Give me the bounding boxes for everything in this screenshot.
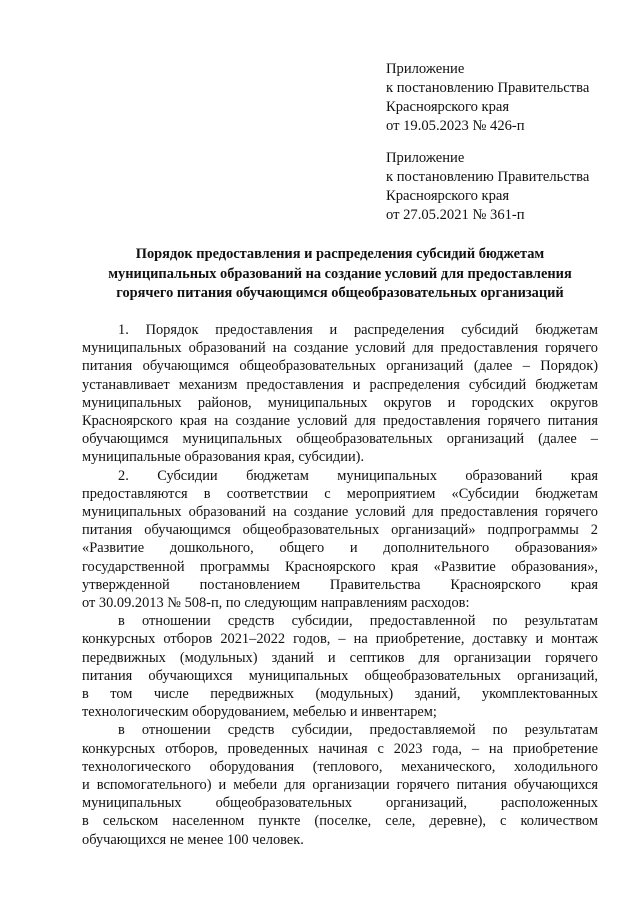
text-line: государственной программы Красноярского края «Развитие образования», xyxy=(82,558,598,575)
appendix-line: Красноярского края xyxy=(386,188,510,204)
document-body xyxy=(82,321,598,849)
text-line: муниципальных районов, муниципальных округов и городских округов xyxy=(82,394,598,411)
text-line: муниципальных общеобразовательных организаций, расположенных xyxy=(82,795,598,812)
text-line: в сельском населенном пункте (поселке, селе, деревне), с количеством xyxy=(82,813,598,830)
text-line: муниципальных образований на создание условий для предоставления горячего xyxy=(82,504,598,521)
text-line: муниципальных образований на создание условий для предоставления горячего xyxy=(82,340,598,357)
text-line: обучающихся не менее 100 человек. xyxy=(82,831,304,848)
text-line: «Развитие дошкольного, общего и дополнительного образования» xyxy=(82,540,598,557)
text-line: питания обучающимся общеобразовательных организаций (далее – Порядок) xyxy=(82,358,598,375)
title-line: муниципальных образований на создание условий для предоставления xyxy=(108,265,572,282)
appendix-header-current xyxy=(386,60,626,136)
paragraph-2 xyxy=(82,467,598,613)
paragraph-3 xyxy=(82,612,598,721)
text-line: конкурсных отборов, проведенных начиная с 2023 года, – на приобретение xyxy=(82,740,598,757)
text-line: технологического оборудования (теплового, механического, холодильного xyxy=(82,758,598,775)
text-line: предоставляются в соответствии с мероприятием «Субсидии бюджетам xyxy=(82,485,598,502)
text-line: в отношении средств субсидии, предоставленной по результатам xyxy=(118,613,598,630)
text-line: 1. Порядок предоставления и распределения субсидий бюджетам xyxy=(118,322,598,338)
text-line: устанавливает механизм предоставления и распределения субсидий бюджетам xyxy=(82,376,598,393)
text-line: 2. Субсидии бюджетам муниципальных образований края xyxy=(118,467,598,484)
appendix-line: Приложение xyxy=(386,150,465,166)
text-line: от 30.09.2013 № 508-п, по следующим направлениям расходов: xyxy=(82,595,470,612)
paragraph-1 xyxy=(82,321,598,467)
title-line: Порядок предоставления и распределения субсидий бюджетам xyxy=(135,246,545,262)
text-line: и вспомогательного) и мебели для организации горячего питания обучающихся xyxy=(82,777,598,794)
text-line: технологическим оборудованием, мебелью и инвентарем; xyxy=(82,704,437,721)
appendix-line: от 27.05.2021 № 361-п xyxy=(386,207,525,223)
text-line: муниципальные образования края, субсидии). xyxy=(82,449,365,466)
text-line: в отношении средств субсидии, предоставляемой по результатам xyxy=(118,722,598,739)
text-line: в том числе передвижных (модульных) зданий, укомплектованных xyxy=(82,686,598,703)
appendix-line: к постановлению Правительства xyxy=(386,169,590,185)
text-line: передвижных (модульных) зданий и септиков для организации горячего xyxy=(82,649,598,666)
document-title xyxy=(60,245,620,304)
appendix-line: Приложение xyxy=(386,61,465,77)
text-line: конкурсных отборов 2021–2022 годов, – на приобретение, доставку и монтаж xyxy=(82,631,598,648)
text-line: питания обучающихся муниципальных общеобразовательных организаций, xyxy=(82,667,598,684)
text-line: питания обучающимся общеобразовательных организаций» подпрограммы 2 xyxy=(82,522,598,539)
title-line: горячего питания обучающимся общеобразовательных организаций xyxy=(116,285,564,301)
text-line: обучающимся муниципальных общеобразовательных организаций (далее – xyxy=(82,431,598,448)
appendix-header-original xyxy=(386,149,626,225)
appendix-line: от 19.05.2023 № 426-п xyxy=(386,118,525,134)
text-line: Красноярского края на создание условий для предоставления горячего питания xyxy=(82,413,598,430)
paragraph-4 xyxy=(82,721,598,848)
appendix-line: к постановлению Правительства xyxy=(386,80,590,96)
appendix-line: Красноярского края xyxy=(386,99,510,115)
text-line: утвержденной постановлением Правительства Красноярского края xyxy=(82,576,598,593)
